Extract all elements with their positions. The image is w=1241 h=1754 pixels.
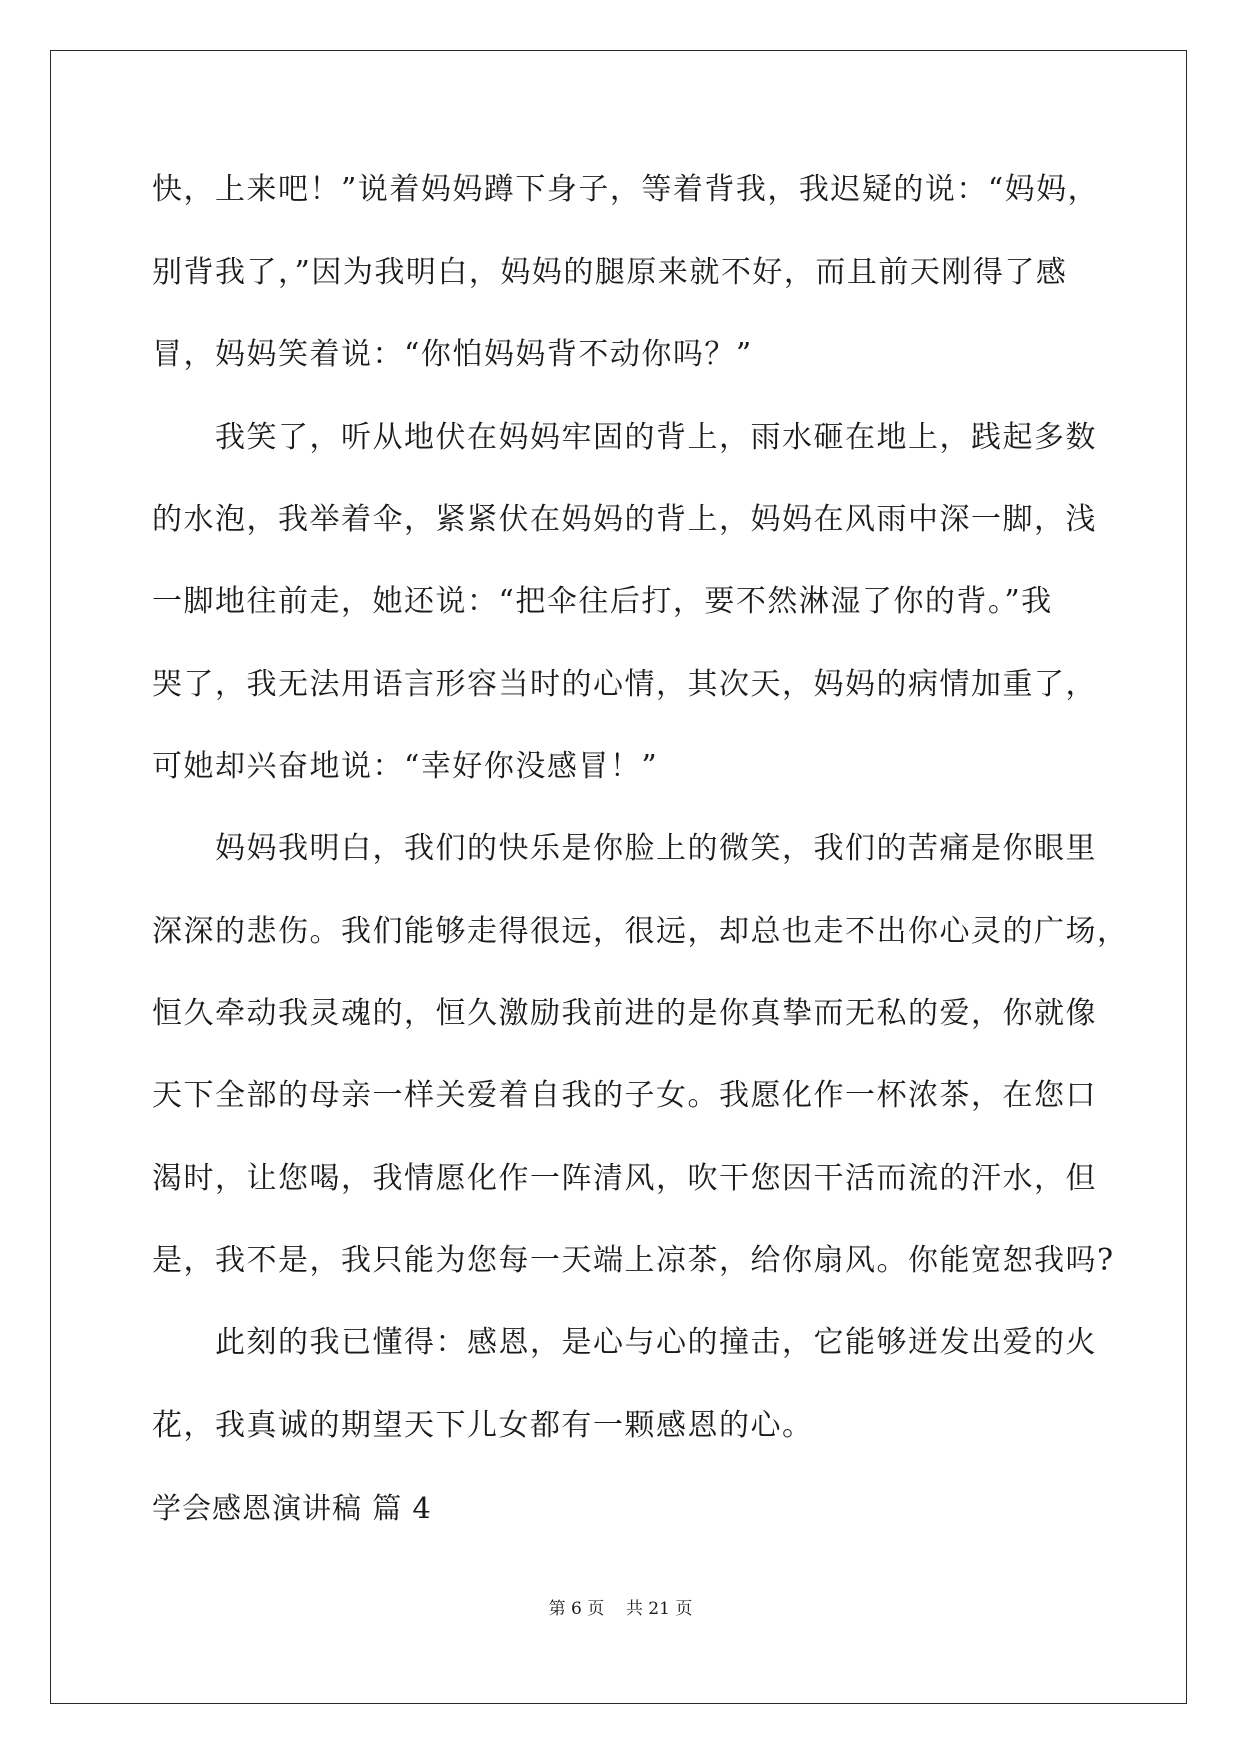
text-line: 此刻的我已懂得：感恩，是心与心的撞击，它能够迸发出爱的火 — [152, 1325, 1097, 1360]
text-line: 恒久牵动我灵魂的，恒久激励我前进的是你真挚而无私的爱，你就像 — [152, 996, 1097, 1031]
text-line: 深深的悲伤。我们能够走得很远，很远，却总也走不出你心灵的广场， — [152, 914, 1129, 949]
section-heading: 学会感恩演讲稿 篇 4 — [152, 1491, 432, 1525]
text-line: 花，我真诚的期望天下儿女都有一颗感恩的心。 — [152, 1408, 814, 1443]
text-line: 一脚地往前走，她还说：“把伞往后打，要不然淋湿了你的背。”我 — [152, 584, 1053, 619]
text-line: 快，上来吧！”说着妈妈蹲下身子，等着背我，我迟疑的说：“妈妈， — [152, 172, 1100, 207]
text-line: 冒，妈妈笑着说：“你怕妈妈背不动你吗？” — [152, 337, 753, 372]
text-line: 我笑了，听从地伏在妈妈牢固的背上，雨水砸在地上，践起多数 — [152, 420, 1097, 455]
text-line: 哭了，我无法用语言形容当时的心情，其次天，妈妈的病情加重了， — [152, 667, 1097, 702]
text-line: 渴时，让您喝，我情愿化作一阵清风，吹干您因干活而流的汗水，但 — [152, 1161, 1097, 1196]
text-line: 别背我了，”因为我明白，妈妈的腿原来就不好，而且前天刚得了感 — [152, 255, 1068, 290]
text-line: 妈妈我明白，我们的快乐是你脸上的微笑，我们的苦痛是你眼里 — [152, 831, 1097, 866]
text-line: 的水泡，我举着伞，紧紧伏在妈妈的背上，妈妈在风雨中深一脚，浅 — [152, 502, 1097, 537]
page-border — [50, 50, 1187, 1704]
text-line: 天下全部的母亲一样关爱着自我的子女。我愿化作一杯浓茶，在您口 — [152, 1078, 1097, 1113]
page-number: 第 6 页 — [548, 1599, 605, 1619]
page-total: 共 21 页 — [625, 1599, 693, 1619]
text-line: 是，我不是，我只能为您每一天端上凉茶，给你扇风。你能宽恕我吗? — [152, 1243, 1115, 1278]
text-line: 可她却兴奋地说：“幸好你没感冒！” — [152, 749, 659, 784]
page-footer — [0, 1598, 1241, 1620]
